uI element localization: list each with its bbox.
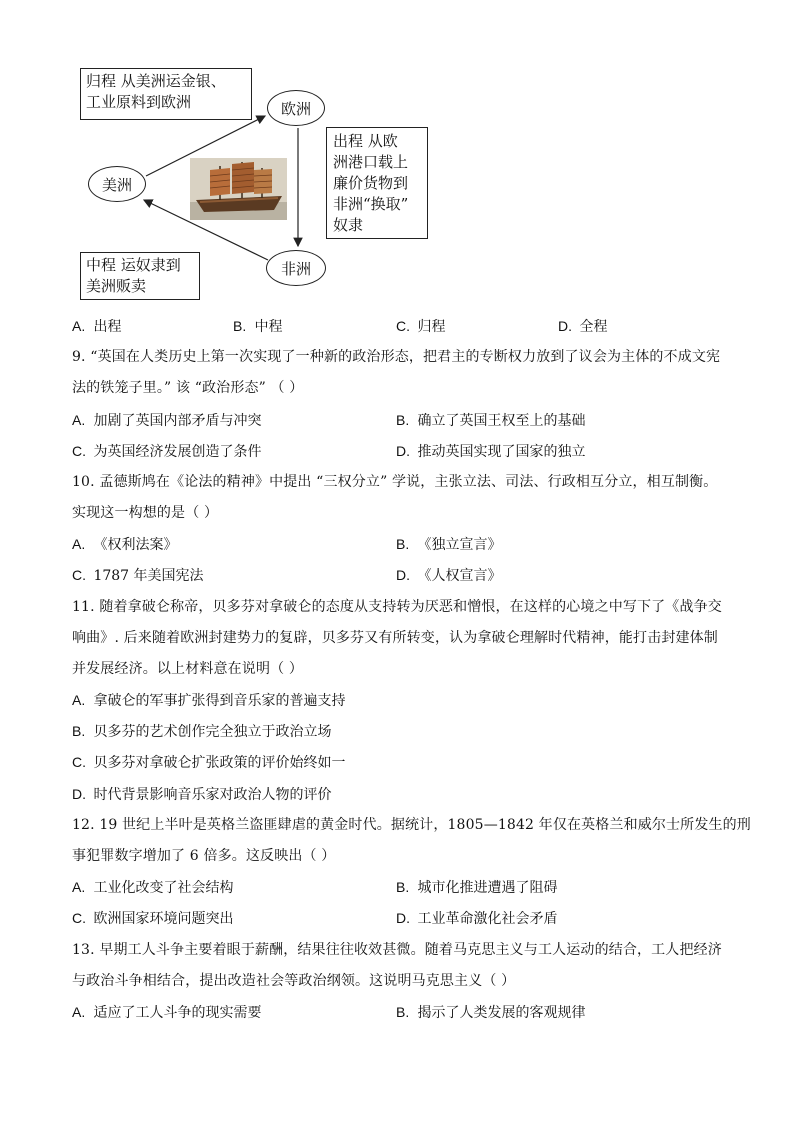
option-text: 适应了工人斗争的现实需要 [93,1005,262,1021]
q12-option-a[interactable] [72,877,233,898]
q11-option-d[interactable] [72,784,331,805]
q10-option-c[interactable] [72,565,204,586]
option-key: B. [396,879,410,895]
option-text: 揭示了人类发展的客观规律 [417,1005,586,1021]
q10-stem-line: 10. 孟德斯鸠在《论法的精神》中提出 “三权分立” 学说，主张立法、司法、行政相互分立，相互制衡。 [72,474,718,490]
option-text: 《独立宣言》 [417,537,502,553]
option-key: C. [72,754,86,770]
q11-stem-line: 响曲》. 后来随着欧洲封建势力的复辟，贝多芬又有所转变，认为拿破仑理解时代精神，能打击封建体制 [72,630,718,646]
triangular-trade-diagram [70,60,450,305]
option-key: B. [396,412,410,428]
option-text: 拿破仑的军事扩张得到音乐家的普遍支持 [93,693,346,709]
option-text: 贝多芬对拿破仑扩张政策的评价始终如一 [93,755,346,771]
option-text: 《权利法案》 [93,537,178,553]
option-key: B. [396,536,410,552]
option-key: D. [396,443,410,459]
return-trip-line: 归程 从美洲运金银、 [86,72,226,90]
q9-stem-line: 法的铁笼子里。” 该 “政治形态” （ ） [72,380,304,396]
q9-stem-line: 9. “英国在人类历史上第一次实现了一种新的政治形态，把君主的专断权力放到了议会为主体的不成文宪 [72,349,721,365]
q10-option-b[interactable] [396,534,501,555]
option-text: 出程 [93,319,122,335]
return-trip-line: 工业原料到欧洲 [86,93,192,111]
option-key: B. [396,1004,410,1020]
option-key: D. [396,567,410,583]
q11-option-b[interactable] [72,721,331,742]
option-key: B. [233,318,247,334]
option-key: A. [72,536,86,552]
option-key: C. [72,567,86,583]
middle-trip-line: 美洲贩卖 [86,277,147,295]
option-key: A. [72,879,86,895]
outbound-trip-line: 廉价货物到 [333,174,409,192]
return-trip-box [80,68,252,120]
q12-option-d[interactable] [396,908,557,929]
q13-stem-line: 与政治斗争相结合，提出改造社会等政治纲领。这说明马克思主义（ ） [72,973,516,989]
middle-trip-box [80,252,200,300]
option-key: D. [396,910,410,926]
option-key: A. [72,412,86,428]
q10-stem-line: 实现这一构想的是（ ） [72,505,219,521]
q11-stem-line: 并发展经济。以上材料意在说明（ ） [72,661,303,677]
q11-option-c[interactable] [72,752,345,773]
option-key: A. [72,318,86,334]
q11-stem-line: 11. 随着拿破仑称帝，贝多芬对拿破仑的态度从支持转为厌恶和憎恨，在这样的心境之中写下了《战争交 [72,599,722,615]
option-key: C. [72,443,86,459]
option-text: 工业化改变了社会结构 [93,880,234,896]
outbound-trip-line: 洲港口载上 [333,153,409,171]
europe-node: 欧洲 [267,90,325,126]
america-node: 美洲 [88,166,146,202]
q9-option-c[interactable] [72,441,261,462]
option-text: 欧洲国家环境问题突出 [93,911,234,927]
option-text: 城市化推进遭遇了阻碍 [417,880,558,896]
q8-option-a[interactable] [72,316,121,337]
option-text: 《人权宣言》 [417,568,502,584]
q8-option-b[interactable] [233,316,282,337]
option-text: 确立了英国王权至上的基础 [417,413,586,429]
option-text: 贝多芬的艺术创作完全独立于政治立场 [93,724,332,740]
africa-node: 非洲 [266,250,326,286]
q9-option-d[interactable] [396,441,585,462]
q12-option-c[interactable] [72,908,233,929]
q8-option-d[interactable] [558,316,607,337]
option-text: 时代背景影响音乐家对政治人物的评价 [93,787,332,803]
option-text: 推动英国实现了国家的独立 [417,444,586,460]
option-text: 工业革命激化社会矛盾 [417,911,558,927]
option-key: A. [72,1004,86,1020]
option-text: 加剧了英国内部矛盾与冲突 [93,413,262,429]
option-text: 为英国经济发展创造了条件 [93,444,262,460]
outbound-trip-line: 奴隶 [333,216,364,234]
option-key: C. [396,318,410,334]
option-key: C. [72,910,86,926]
sailing-ship-image [190,158,287,220]
q10-option-d[interactable] [396,565,501,586]
q10-option-a[interactable] [72,534,177,555]
outbound-trip-box [326,127,428,239]
outbound-trip-line: 出程 从欧 [333,132,398,150]
q13-option-a[interactable] [72,1002,261,1023]
outbound-trip-line: 非洲“换取” [333,195,409,213]
q13-stem-line: 13. 早期工人斗争主要着眼于薪酬，结果往往收效甚微。随着马克思主义与工人运动的结合，工人把经济 [72,942,722,958]
q9-option-a[interactable] [72,410,261,431]
q12-option-b[interactable] [396,877,557,898]
q12-stem-line: 12. 19 世纪上半叶是英格兰盗匪肆虐的黄金时代。据统计，1805—1842 年仅在英格兰和威尔士所发生的刑 [72,817,751,833]
q8-option-c[interactable] [396,316,445,337]
q12-stem-line: 事犯罪数字增加了 6 倍多。这反映出（ ） [72,848,336,864]
q9-option-b[interactable] [396,410,585,431]
option-key: D. [558,318,572,334]
option-text: 全程 [579,319,608,335]
q13-option-b[interactable] [396,1002,585,1023]
option-key: A. [72,692,86,708]
option-key: B. [72,723,86,739]
option-text: 中程 [254,319,283,335]
middle-trip-line: 中程 运奴隶到 [86,256,181,274]
option-key: D. [72,786,86,802]
q11-option-a[interactable] [72,690,345,711]
option-text: 1787 年美国宪法 [93,568,204,584]
option-text: 归程 [417,319,446,335]
